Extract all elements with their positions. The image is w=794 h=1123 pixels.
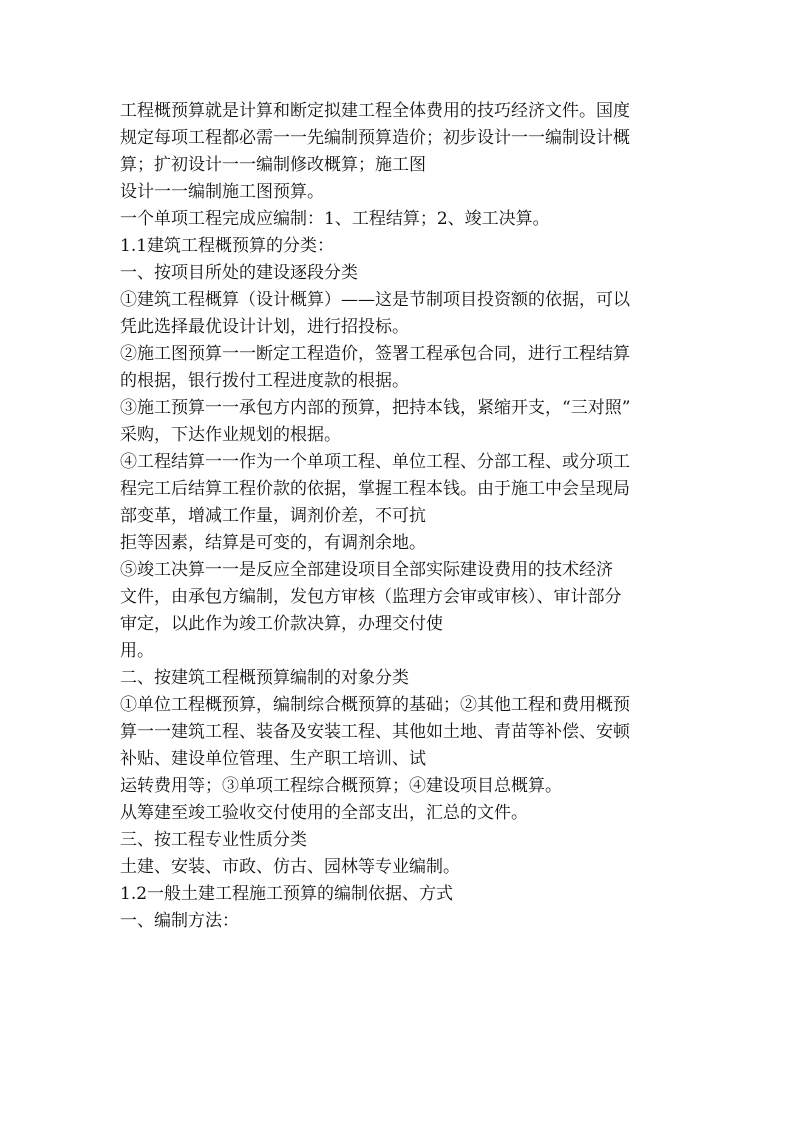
text-line: 程完工后结算工程价款的依据，掌握工程本钱。由于施工中会呈现局 <box>120 479 630 499</box>
subsection-heading: 三、按工程专业性质分类 <box>120 830 307 850</box>
document-body <box>120 98 680 935</box>
text-line: 凭此选择最优设计计划，进行招投标。 <box>120 317 409 337</box>
text-line: ①单位工程概预算，编制综合概预算的基础；②其他工程和费用概预 <box>120 695 630 715</box>
section-heading: 1.2一般土建工程施工预算的编制依据、方式 <box>120 884 454 904</box>
text-line: 土建、安装、市政、仿古、园林等专业编制。 <box>120 857 460 877</box>
text-line: 运转费用等；③单项工程综合概预算；④建设项目总概算。 <box>120 776 562 796</box>
text-line: 的根据，银行拨付工程进度款的根据。 <box>120 371 409 391</box>
text-line: 算一一建筑工程、装备及安装工程、其他如土地、青苗等补偿、安顿 <box>120 722 630 742</box>
text-line: 算；扩初设计一一编制修改概算；施工图 <box>120 155 426 175</box>
text-line: 采购，下达作业规划的根据。 <box>120 425 341 445</box>
text-line: 从筹建至竣工验收交付使用的全部支出，汇总的文件。 <box>120 803 528 823</box>
subsection-heading: 一、编制方法： <box>120 911 239 931</box>
text-line: ②施工图预算一一断定工程造价，签署工程承包合同，进行工程结算 <box>120 344 630 364</box>
text-line: 规定每项工程都必需一一先编制预算造价；初步设计一一编制设计概 <box>120 128 630 148</box>
text-line: 审定，以此作为竣工价款决算，办理交付使 <box>120 614 443 634</box>
text-line: 设计一一编制施工图预算。 <box>120 182 324 202</box>
text-line: ④工程结算一一作为一个单项工程、单位工程、分部工程、或分项工 <box>120 452 630 472</box>
text-line: 部变革，增减工作量，调剂价差，不可抗 <box>120 506 426 526</box>
section-heading: 1.1建筑工程概预算的分类： <box>120 236 335 256</box>
text-line: 工程概预算就是计算和断定拟建工程全体费用的技巧经济文件。国度 <box>120 101 630 121</box>
text-line: ①建筑工程概算（设计概算）——这是节制项目投资额的依据，可以 <box>120 290 630 310</box>
text-line: 拒等因素，结算是可变的，有调剂余地。 <box>120 533 426 553</box>
subsection-heading: 二、按建筑工程概预算编制的对象分类 <box>120 668 409 688</box>
subsection-heading: 一、按项目所处的建设逐段分类 <box>120 263 358 283</box>
text-line: 补贴、建设单位管理、生产职工培训、试 <box>120 749 426 769</box>
text-line: ③施工预算一一承包方内部的预算，把持本钱，紧缩开支，“三对照” <box>120 398 631 418</box>
text-line: ⑤竣工决算一一是反应全部建设项目全部实际建设费用的技术经济 <box>120 560 613 580</box>
text-line: 用。 <box>120 641 154 661</box>
text-line: 一个单项工程完成应编制：1、工程结算；2、竣工决算。 <box>120 209 550 229</box>
text-line: 文件，由承包方编制，发包方审核（监理方会审或审核）、审计部分 <box>120 587 622 607</box>
